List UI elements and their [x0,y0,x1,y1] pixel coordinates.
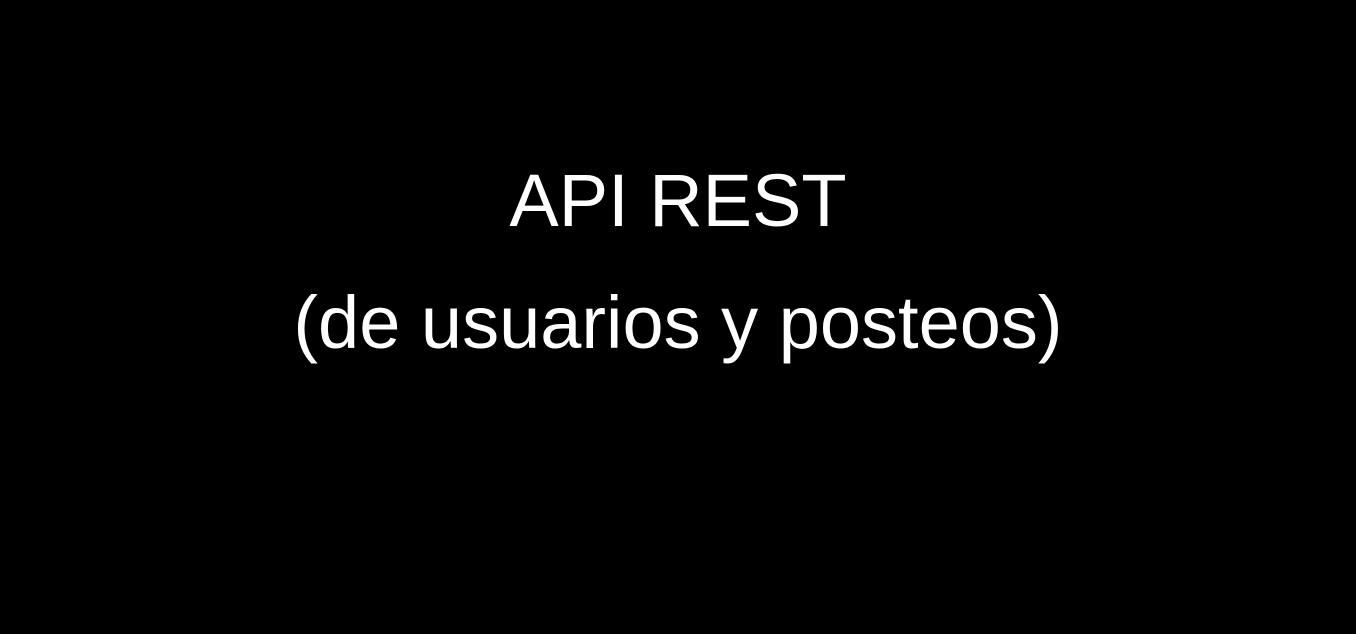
title-block [0,140,1356,384]
slide-title: API REST [509,159,847,242]
slide-subtitle: (de usuarios y posteos) [293,281,1063,364]
